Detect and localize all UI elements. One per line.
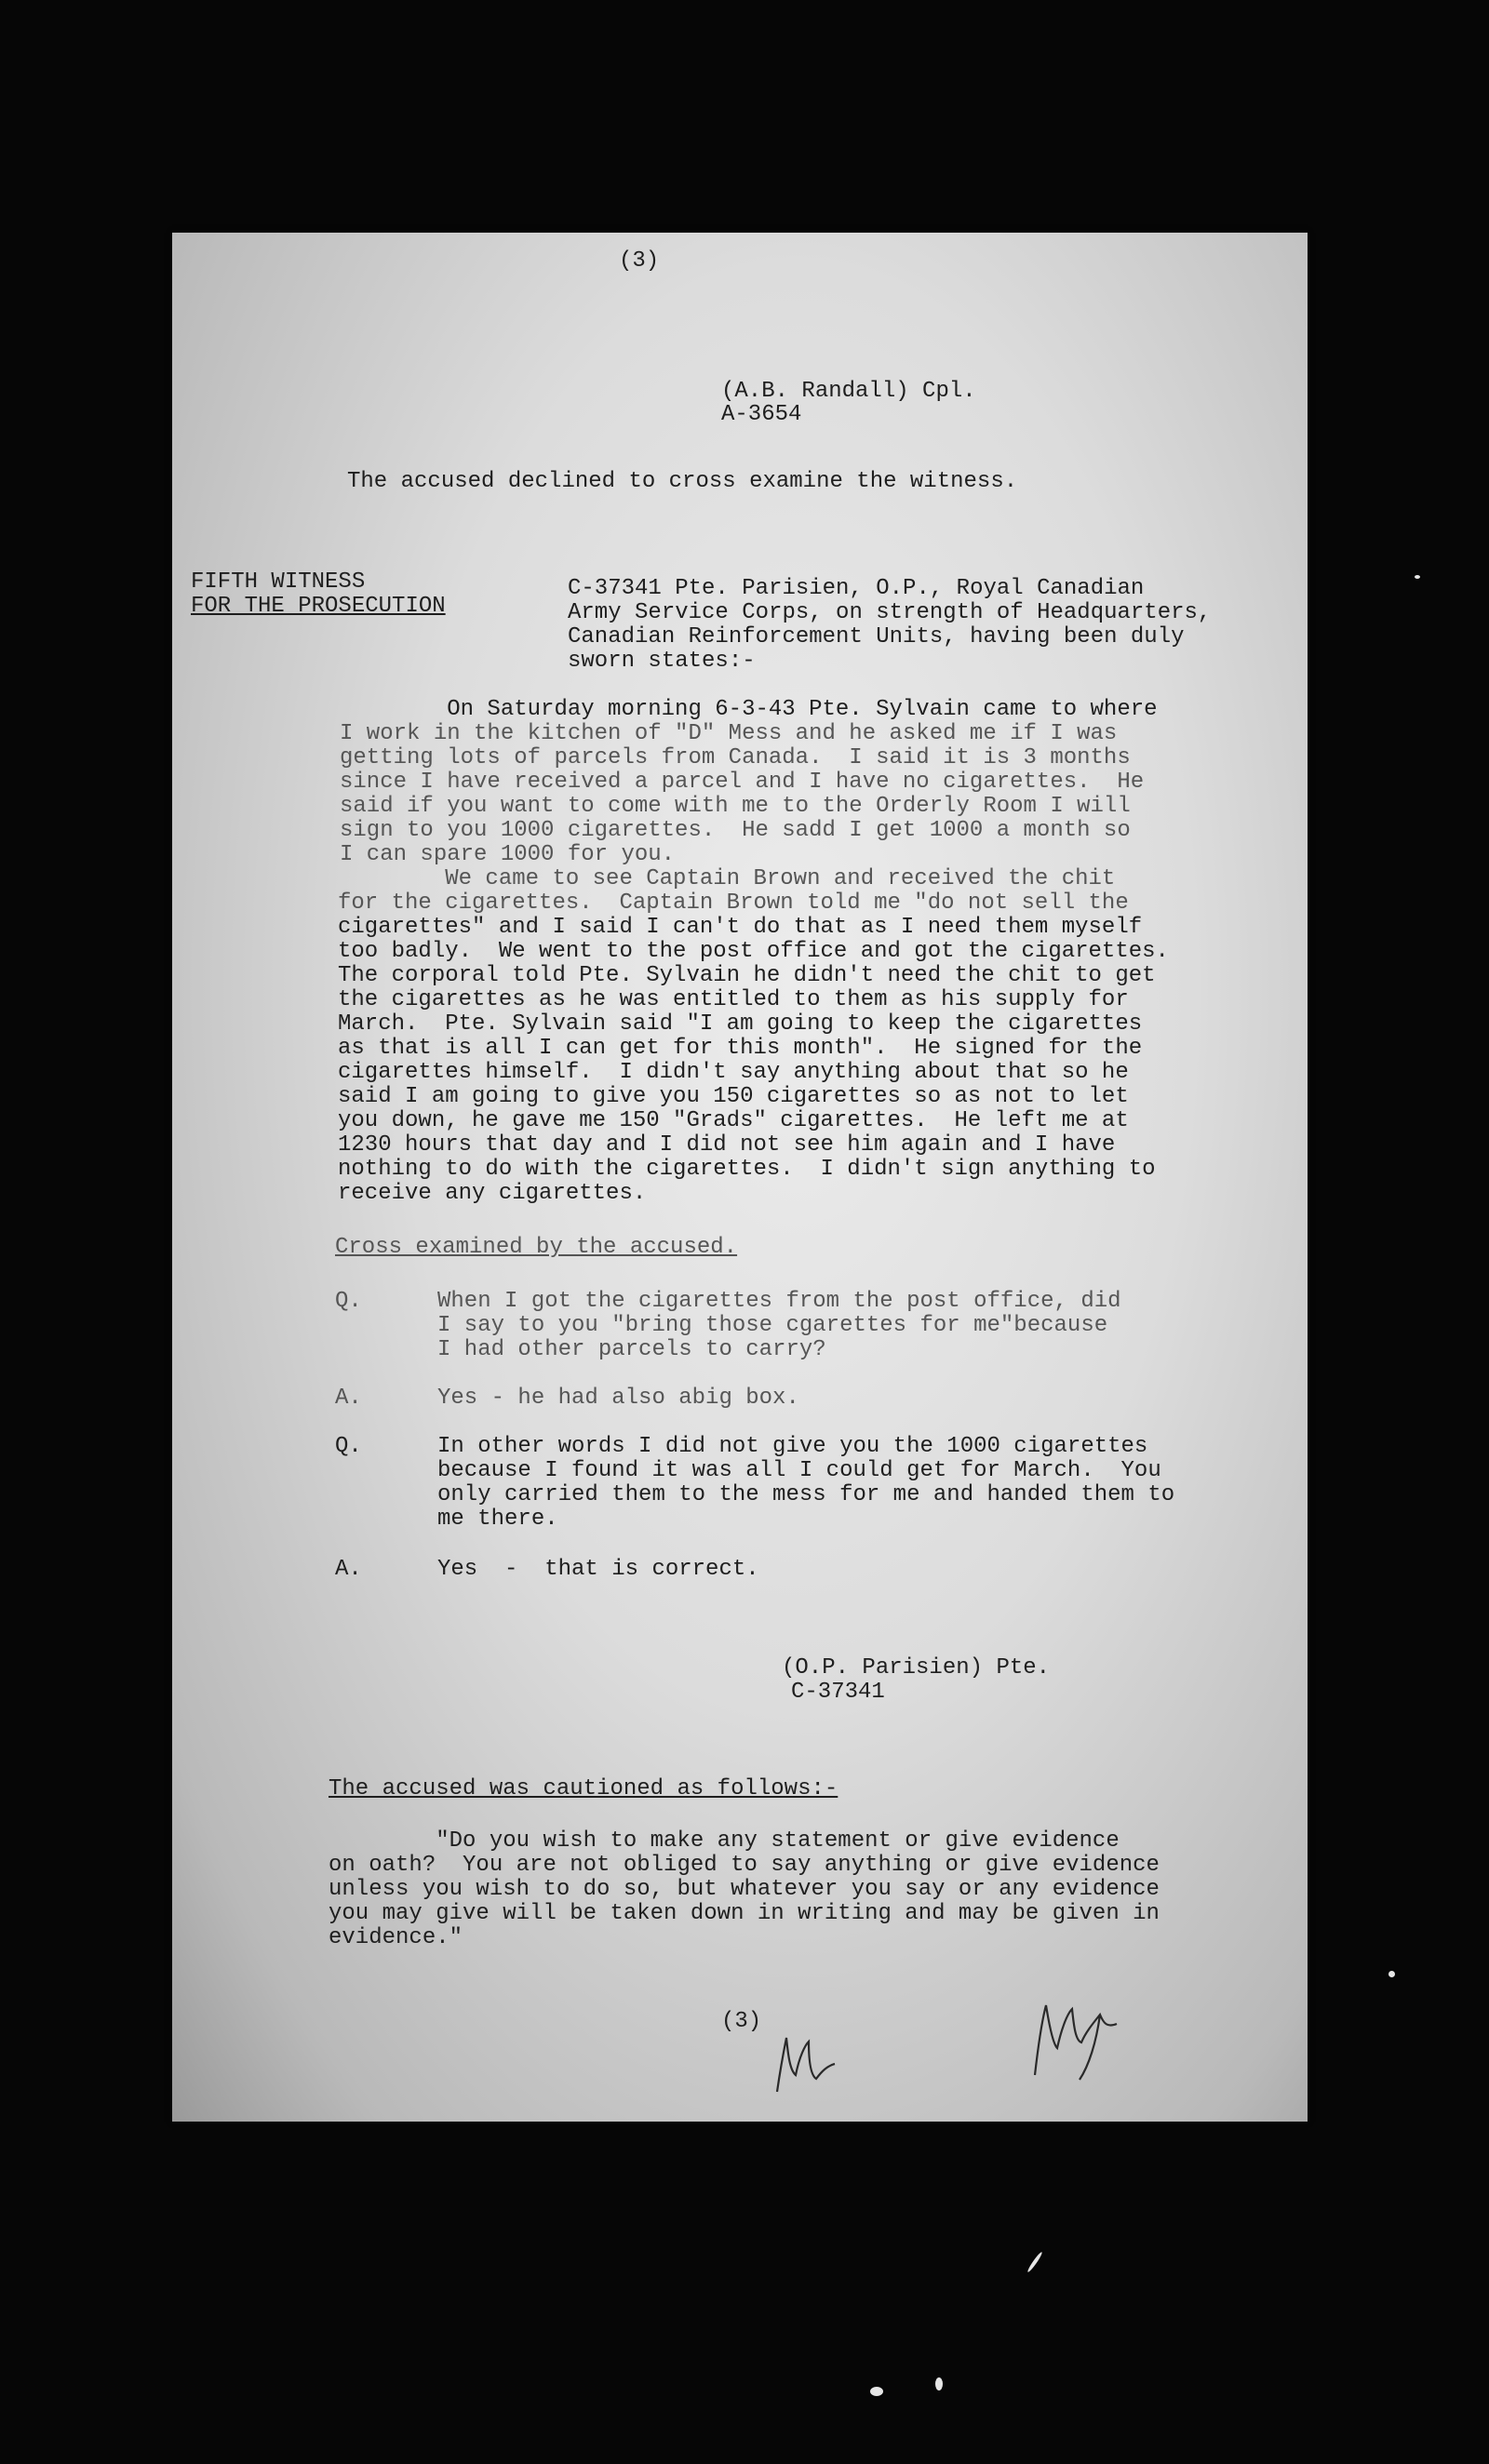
qa-mark: Q. bbox=[335, 1289, 362, 1314]
qa-line: I say to you "bring those cgarettes for me"because bbox=[437, 1313, 1108, 1338]
statement-line: for the cigarettes. Captain Brown told me "do not sell the bbox=[338, 891, 1129, 916]
scan-speck bbox=[1415, 575, 1420, 579]
caution-line: "Do you wish to make any statement or give evidence bbox=[329, 1828, 1120, 1854]
signatory-number: A-3654 bbox=[721, 402, 802, 427]
caution-line: evidence." bbox=[329, 1925, 463, 1950]
statement-line: you down, he gave me 150 "Grads" cigarettes. He left me at bbox=[338, 1108, 1129, 1133]
caution-heading: The accused was cautioned as follows:- bbox=[329, 1776, 838, 1801]
witness-intro-line: C-37341 Pte. Parisien, O.P., Royal Canadian bbox=[568, 576, 1145, 601]
statement-line: I can spare 1000 for you. bbox=[340, 842, 676, 867]
witness-heading-line2: FOR THE PROSECUTION bbox=[191, 594, 446, 619]
statement-line: said I am going to give you 150 cigarettes so as not to let bbox=[338, 1084, 1129, 1109]
statement-line: receive any cigarettes. bbox=[338, 1181, 647, 1206]
signatory-name: (A.B. Randall) Cpl. bbox=[721, 379, 976, 404]
witness-intro-line: sworn states:- bbox=[568, 649, 756, 674]
qa-line: I had other parcels to carry? bbox=[437, 1337, 826, 1362]
qa-line: me there. bbox=[437, 1507, 558, 1532]
declined-cross-examine-line: The accused declined to cross examine the witness. bbox=[347, 469, 1018, 494]
signatory-name: (O.P. Parisien) Pte. bbox=[782, 1655, 1051, 1681]
statement-line: We came to see Captain Brown and received the chit bbox=[338, 866, 1116, 891]
qa-line: In other words I did not give you the 1000 cigarettes bbox=[437, 1434, 1148, 1459]
statement-line: as that is all I can get for this month". He signed for the bbox=[338, 1036, 1143, 1061]
page-number-bottom: (3) bbox=[721, 2009, 762, 2034]
document-page bbox=[172, 233, 1308, 2122]
statement-line: The corporal told Pte. Sylvain he didn't need the chit to get bbox=[338, 963, 1156, 988]
statement-line: nothing to do with the cigarettes. I didn't sign anything to bbox=[338, 1157, 1156, 1182]
qa-line: Yes - he had also abig box. bbox=[437, 1386, 799, 1411]
witness-intro-line: Canadian Reinforcement Units, having been duly bbox=[568, 624, 1185, 649]
cross-examination-heading: Cross examined by the accused. bbox=[335, 1235, 738, 1260]
statement-line: I work in the kitchen of "D" Mess and he asked me if I was bbox=[340, 721, 1118, 746]
qa-mark: A. bbox=[335, 1386, 362, 1411]
witness-intro-line: Army Service Corps, on strength of Headquarters, bbox=[568, 600, 1212, 625]
qa-line: because I found it was all I could get for March. You bbox=[437, 1458, 1161, 1483]
scan-speck bbox=[870, 2387, 883, 2396]
statement-line: said if you want to come with me to the Orderly Room I will bbox=[340, 794, 1131, 819]
statement-line: since I have received a parcel and I have no cigarettes. He bbox=[340, 770, 1145, 795]
signatory-number: C-37341 bbox=[791, 1680, 885, 1705]
qa-line: Yes - that is correct. bbox=[437, 1557, 759, 1582]
statement-line: On Saturday morning 6-3-43 Pte. Sylvain came to where bbox=[340, 697, 1158, 722]
scan-speck bbox=[1026, 2251, 1043, 2273]
scan-speck bbox=[935, 2377, 943, 2390]
statement-line: getting lots of parcels from Canada. I said it is 3 months bbox=[340, 745, 1131, 770]
statement-line: sign to you 1000 cigarettes. He sadd I get 1000 a month so bbox=[340, 818, 1131, 843]
statement-line: March. Pte. Sylvain said "I am going to keep the cigarettes bbox=[338, 1011, 1143, 1037]
statement-line: 1230 hours that day and I did not see him again and I have bbox=[338, 1132, 1116, 1158]
handwritten-initials-left bbox=[768, 2019, 852, 2103]
statement-line: cigarettes" and I said I can't do that as I need them myself bbox=[338, 915, 1143, 940]
qa-mark: Q. bbox=[335, 1434, 362, 1459]
handwritten-initials-right bbox=[1024, 1987, 1135, 2089]
qa-line: only carried them to the mess for me and handed them to bbox=[437, 1482, 1175, 1507]
caution-line: you may give will be taken down in writing and may be given in bbox=[329, 1901, 1160, 1926]
witness-heading-line1: FIFTH WITNESS bbox=[191, 569, 366, 595]
statement-line: the cigarettes as he was entitled to them as his supply for bbox=[338, 987, 1129, 1012]
statement-line: cigarettes himself. I didn't say anything about that so he bbox=[338, 1060, 1129, 1085]
scan-speck bbox=[1388, 1971, 1395, 1977]
qa-mark: A. bbox=[335, 1557, 362, 1582]
page-number-top: (3) bbox=[619, 248, 660, 274]
caution-line: unless you wish to do so, but whatever you say or any evidence bbox=[329, 1877, 1160, 1902]
statement-line: too badly. We went to the post office and got the cigarettes. bbox=[338, 939, 1169, 964]
qa-line: When I got the cigarettes from the post office, did bbox=[437, 1289, 1121, 1314]
caution-line: on oath? You are not obliged to say anything or give evidence bbox=[329, 1853, 1160, 1878]
